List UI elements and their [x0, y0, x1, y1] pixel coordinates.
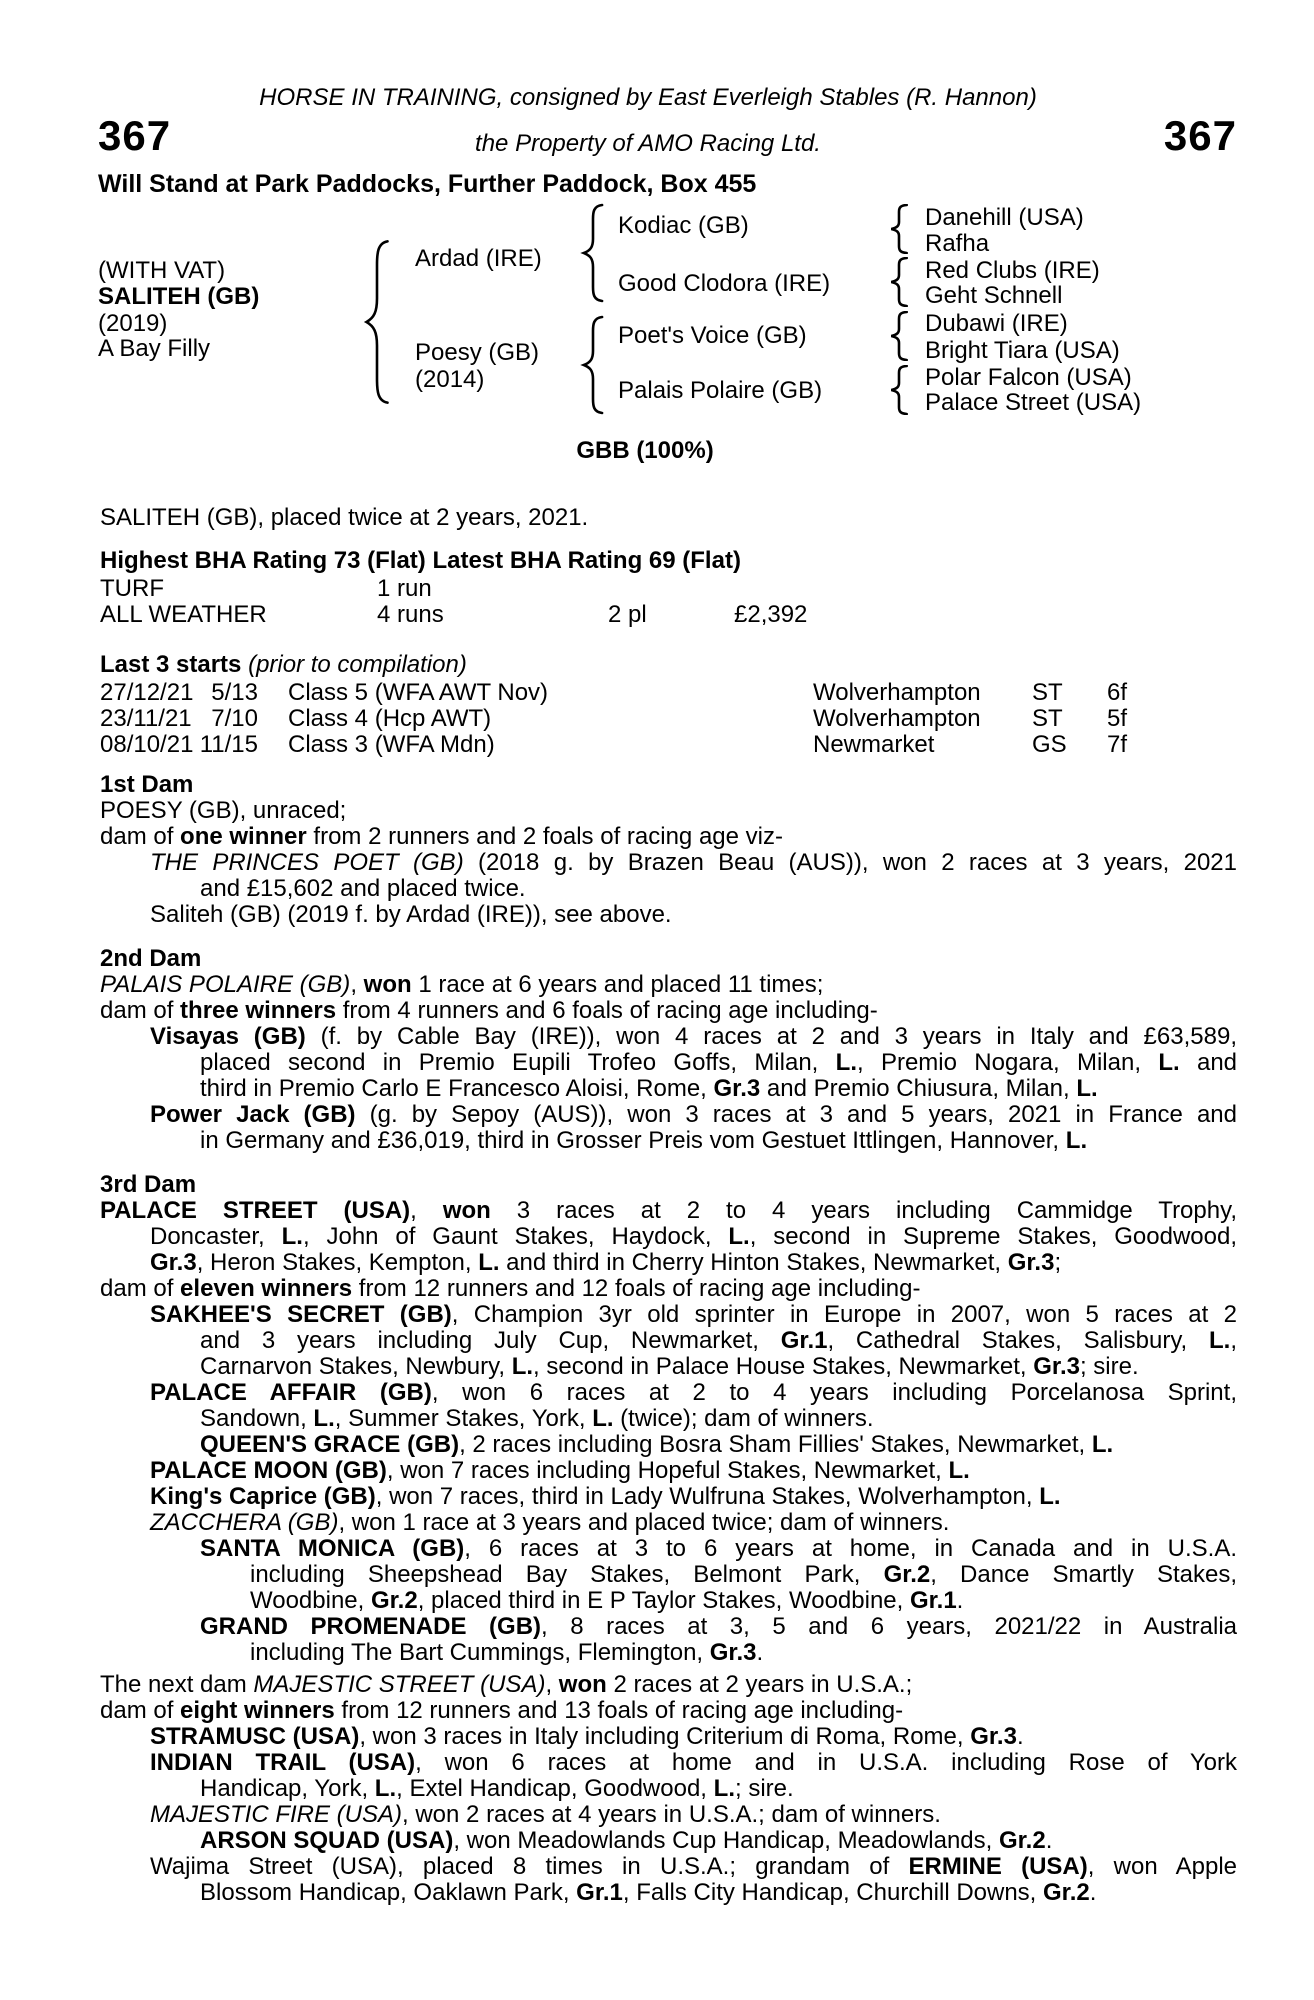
runs-value: 4 runs [377, 601, 444, 628]
pedigree-brace-ds [888, 311, 910, 361]
subject-year: (2019) [98, 310, 168, 337]
section-body [100, 1672, 1237, 1906]
start-going: GS [1032, 731, 1067, 758]
race-summary: SALITEH (GB), placed twice at 2 years, 2021. [100, 504, 589, 531]
pedigree-brace-dam [580, 315, 606, 415]
subject-description: A Bay Filly [98, 335, 211, 362]
section-body [100, 798, 1237, 928]
text-line: PALAIS POLAIRE (GB), won 1 race at 6 years and placed 11 times; [100, 971, 824, 998]
stats-row-allweather [100, 602, 1260, 628]
text-line: QUEEN'S GRACE (GB), 2 races including Bosra Sham Fillies' Stakes, Newmarket, L. [200, 1431, 1114, 1458]
second-dam-section [100, 946, 1237, 1154]
start-course: Wolverhampton [813, 705, 981, 732]
surface-label: TURF [100, 575, 164, 602]
text-line: SAKHEE'S SECRET (GB), Champion 3yr old sprinter in Europe in 2007, won 5 races at 2 [150, 1301, 1237, 1328]
text-line: Blossom Handicap, Oaklawn Park, Gr.1, Falls City Handicap, Churchill Downs, Gr.2. [200, 1879, 1097, 1906]
text-line: Handicap, York, L., Extel Handicap, Goodwood, L.; sire. [200, 1775, 794, 1802]
text-line: Carnarvon Stakes, Newbury, L., second in Palace House Stakes, Newmarket, Gr.3; sire. [200, 1353, 1139, 1380]
start-row [100, 706, 1260, 732]
pedigree-dam-year: (2014) [415, 366, 485, 393]
pedigree-dsd: Bright Tiara (USA) [925, 337, 1120, 364]
pedigree-dam-name: Poesy (GB) [415, 339, 540, 366]
consignment-title: HORSE IN TRAINING, consigned by East Everleigh Stables (R. Hannon) [259, 84, 1037, 111]
pedigree-dam-dam: Palais Polaire (GB) [618, 377, 823, 404]
text-line: Sandown, L., Summer Stakes, York, L. (twice); dam of winners. [200, 1405, 874, 1432]
start-position: 11/15 [199, 731, 258, 758]
text-line: PALACE STREET (USA), won 3 races at 2 to 4 years including Cammidge Trophy, [100, 1197, 1237, 1224]
text-line: THE PRINCES POET (GB) (2018 g. by Brazen Beau (AUS)), won 2 races at 3 years, 2021 [150, 849, 1237, 876]
text-line: dam of eight winners from 12 runners and 13 foals of racing age including- [100, 1697, 904, 1724]
pedigree-sdd: Geht Schnell [925, 282, 1063, 309]
pedigree-brace-ss [888, 204, 910, 254]
bha-ratings: Highest BHA Rating 73 (Flat) Latest BHA Rating 69 (Flat) [100, 547, 741, 574]
text-line: PALACE AFFAIR (GB), won 6 races at 2 to 4 years including Porcelanosa Sprint, [150, 1379, 1237, 1406]
text-line: and 3 years including July Cup, Newmarket, Gr.1, Cathedral Stakes, Salisbury, L., [200, 1327, 1237, 1354]
stats-row-turf [100, 576, 1260, 602]
placings-value: 2 pl [608, 601, 647, 628]
text-line: POESY (GB), unraced; [100, 797, 347, 824]
surface-label: ALL WEATHER [100, 601, 267, 628]
start-race: Class 4 (Hcp AWT) [288, 705, 492, 732]
text-line: Power Jack (GB) (g. by Sepoy (AUS)), won 3 races at 3 and 5 years, 2021 in France and [150, 1101, 1238, 1128]
text-line: third in Premio Carlo E Francesco Aloisi, Rome, Gr.3 and Premio Chiusura, Milan, L. [200, 1075, 1098, 1102]
pedigree-ddd: Palace Street (USA) [925, 389, 1142, 416]
pedigree-ssd: Rafha [925, 230, 990, 257]
text-line: ZACCHERA (GB), won 1 race at 3 years and placed twice; dam of winners. [150, 1509, 950, 1536]
start-course: Newmarket [813, 731, 935, 758]
text-line: dam of three winners from 4 runners and 6 foals of racing age including- [100, 997, 878, 1024]
start-position: 5/13 [211, 679, 258, 706]
gbb-eligibility: GBB (100%) [576, 437, 714, 464]
start-position: 7/10 [211, 705, 258, 732]
earnings-value: £2,392 [734, 601, 808, 628]
text-line: in Germany and £36,019, third in Grosser Preis vom Gestuet Ittlingen, Hannover, L. [200, 1127, 1088, 1154]
text-line: GRAND PROMENADE (GB), 8 races at 3, 5 and 6 years, 2021/22 in Australia [200, 1613, 1237, 1640]
section-heading: 2nd Dam [100, 945, 202, 972]
text-line: Visayas (GB) (f. by Cable Bay (IRE)), won 4 races at 2 and 3 years in Italy and £63,589, [150, 1023, 1237, 1050]
pedigree-brace-main [362, 238, 392, 406]
pedigree-sss: Danehill (USA) [925, 204, 1084, 231]
pedigree-sds: Red Clubs (IRE) [925, 257, 1100, 284]
pedigree-brace-sire [580, 203, 606, 303]
section-body [100, 1198, 1237, 1666]
start-going: ST [1032, 705, 1063, 732]
section-heading: 1st Dam [100, 771, 194, 798]
last3-heading [100, 652, 467, 678]
start-race: Class 3 (WFA Mdn) [288, 731, 495, 758]
text-line: placed second in Premio Eupili Trofeo Goffs, Milan, L., Premio Nogara, Milan, L. and [200, 1049, 1238, 1076]
text-line: PALACE MOON (GB), won 7 races including Hopeful Stakes, Newmarket, L. [150, 1457, 970, 1484]
text-line: The next dam MAJESTIC STREET (USA), won 2 races at 2 years in U.S.A.; [100, 1671, 913, 1698]
start-distance: 5f [1107, 705, 1128, 732]
text-line: including Sheepshead Bay Stakes, Belmont Park, Gr.2, Dance Smartly Stakes, [250, 1561, 1237, 1588]
lot-number-right: 367 [1163, 112, 1237, 159]
pedigree-sire-name: Ardad (IRE) [415, 245, 542, 272]
pedigree-sire-sire: Kodiac (GB) [618, 212, 749, 239]
runs-value: 1 run [377, 575, 432, 602]
section-heading: 3rd Dam [100, 1171, 197, 1198]
text-line: STRAMUSC (USA), won 3 races in Italy including Criterium di Roma, Rome, Gr.3. [150, 1723, 1024, 1750]
subject-horse-name: SALITEH (GB) [98, 283, 260, 310]
section-body [100, 972, 1237, 1154]
text-line: SANTA MONICA (GB), 6 races at 3 to 6 years at home, in Canada and in U.S.A. [200, 1535, 1237, 1562]
last3-title: Last 3 starts [100, 651, 242, 678]
text-line: King's Caprice (GB), won 7 races, third in Lady Wulfruna Stakes, Wolverhampton, L. [150, 1483, 1061, 1510]
pedigree-dds: Polar Falcon (USA) [925, 364, 1132, 391]
start-row [100, 732, 1260, 758]
stand-location: Will Stand at Park Paddocks, Further Paddock, Box 455 [98, 170, 757, 198]
text-line: ARSON SQUAD (USA), won Meadowlands Cup Handicap, Meadowlands, Gr.2. [200, 1827, 1053, 1854]
text-line: Saliteh (GB) (2019 f. by Ardad (IRE)), see above. [150, 901, 672, 928]
text-line: and £15,602 and placed twice. [200, 875, 526, 902]
start-distance: 7f [1107, 731, 1128, 758]
pedigree-sire-dam: Good Clodora (IRE) [618, 270, 831, 297]
start-distance: 6f [1107, 679, 1128, 706]
text-line: dam of one winner from 2 runners and 2 foals of racing age viz- [100, 823, 783, 850]
text-line: including The Bart Cummings, Flemington, Gr.3. [250, 1639, 764, 1666]
text-line: Woodbine, Gr.2, placed third in E P Taylor Stakes, Woodbine, Gr.1. [250, 1587, 964, 1614]
lot-number-left: 367 [98, 112, 172, 159]
last3-note: (prior to compilation) [248, 651, 467, 678]
start-going: ST [1032, 679, 1063, 706]
start-race: Class 5 (WFA AWT Nov) [288, 679, 549, 706]
start-date: 23/11/21 [100, 705, 192, 732]
text-line: Doncaster, L., John of Gaunt Stakes, Haydock, L., second in Supreme Stakes, Goodwood, [150, 1223, 1237, 1250]
pedigree-brace-dd [888, 365, 910, 415]
with-vat-note: (WITH VAT) [98, 257, 226, 284]
pedigree-brace-sd [888, 257, 910, 307]
text-line: dam of eleven winners from 12 runners and 12 foals of racing age including- [100, 1275, 921, 1302]
start-row [100, 680, 1260, 706]
start-date: 08/10/21 [100, 731, 194, 758]
start-date: 27/12/21 [100, 679, 194, 706]
property-line: the Property of AMO Racing Ltd. [475, 130, 821, 157]
start-course: Wolverhampton [813, 679, 981, 706]
pedigree-dam-sire: Poet's Voice (GB) [618, 322, 807, 349]
text-line: MAJESTIC FIRE (USA), won 2 races at 4 years in U.S.A.; dam of winners. [150, 1801, 941, 1828]
first-dam-section [100, 772, 1237, 928]
pedigree-dss: Dubawi (IRE) [925, 310, 1068, 337]
text-line: Gr.3, Heron Stakes, Kempton, L. and third in Cherry Hinton Stakes, Newmarket, Gr.3; [150, 1249, 1062, 1276]
text-line: Wajima Street (USA), placed 8 times in U.S.A.; grandam of ERMINE (USA), won Apple [150, 1853, 1238, 1880]
third-dam-section [100, 1172, 1237, 1666]
next-dam-section [100, 1672, 1237, 1906]
text-line: INDIAN TRAIL (USA), won 6 races at home and in U.S.A. including Rose of York [150, 1749, 1238, 1776]
